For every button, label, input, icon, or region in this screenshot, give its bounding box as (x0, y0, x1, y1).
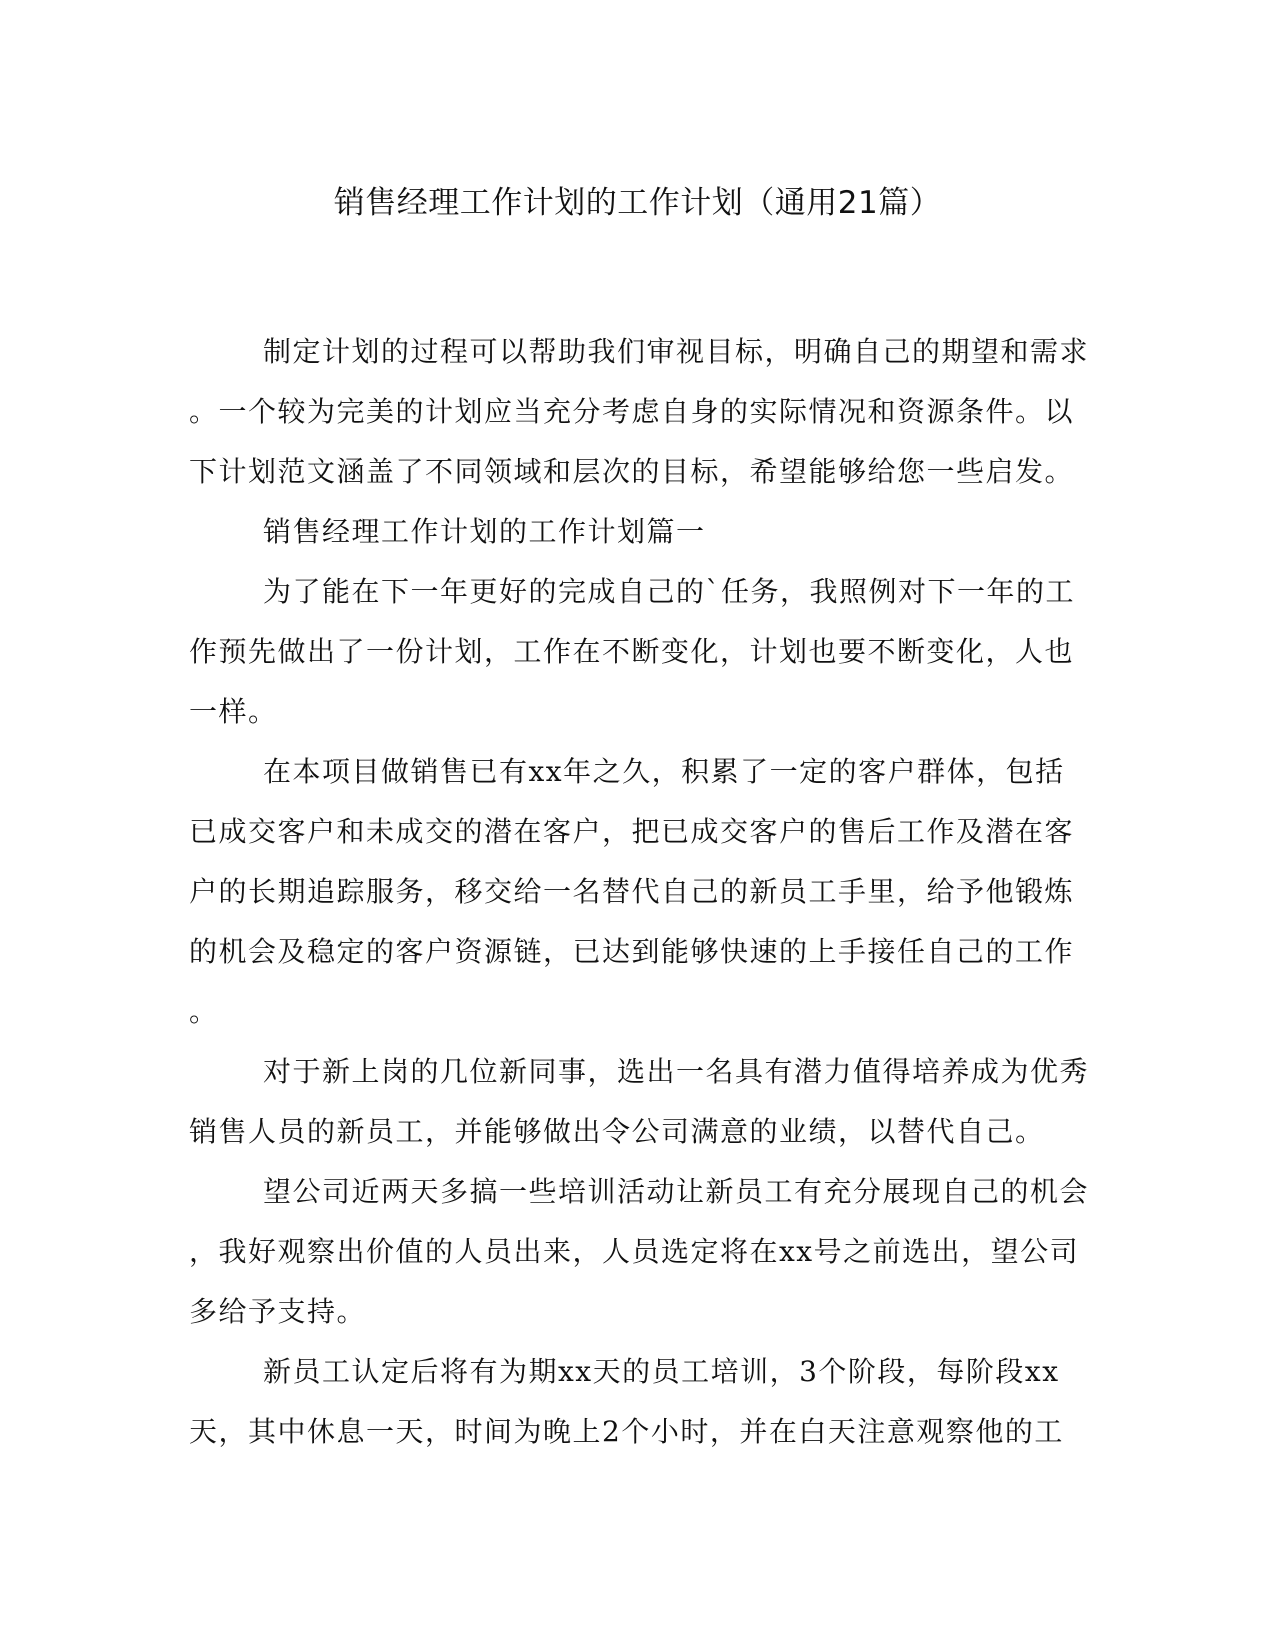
text-line: ，我好观察出价值的人员出来，人员选定将在xx号之前选出，望公司 (189, 1235, 1080, 1268)
text-line: 已成交客户和未成交的潜在客户，把已成交客户的售后工作及潜在客 (189, 815, 1075, 848)
text-line: 销售人员的新员工，并能够做出令公司满意的业绩，以替代自己。 (189, 1115, 1045, 1148)
text-line: 对于新上岗的几位新同事，选出一名具有潜力值得培养成为优秀 (263, 1055, 1090, 1088)
document-body (189, 322, 1090, 1462)
text-line: 作预先做出了一份计划，工作在不断变化，计划也要不断变化，人也 (189, 635, 1075, 668)
text-line: 。 (189, 995, 219, 1028)
text-line: 。一个较为完美的计划应当充分考虑自身的实际情况和资源条件。以 (189, 395, 1075, 428)
text-line: 为了能在下一年更好的完成自己的`任务，我照例对下一年的工 (263, 575, 1076, 608)
text-line: 在本项目做销售已有xx年之久，积累了一定的客户群体，包括 (263, 755, 1065, 788)
text-line: 新员工认定后将有为期xx天的员工培训，3个阶段，每阶段xx (263, 1355, 1060, 1388)
section-heading: 销售经理工作计划的工作计划篇一 (263, 515, 706, 548)
text-line: 望公司近两天多搞一些培训活动让新员工有充分展现自己的机会 (263, 1175, 1090, 1208)
text-line: 户的长期追踪服务，移交给一名替代自己的新员工手里，给予他锻炼 (189, 875, 1075, 908)
text-line: 多给予支持。 (189, 1295, 367, 1328)
text-line: 下计划范文涵盖了不同领域和层次的目标，希望能够给您一些启发。 (189, 455, 1075, 488)
text-line: 天，其中休息一天，时间为晚上2个小时，并在白天注意观察他的工 (189, 1415, 1064, 1448)
text-line: 制定计划的过程可以帮助我们审视目标，明确自己的期望和需求 (263, 335, 1090, 368)
document-title: 销售经理工作计划的工作计划（通用21篇） (333, 185, 942, 221)
text-line: 的机会及稳定的客户资源链，已达到能够快速的上手接任自己的工作 (189, 935, 1075, 968)
text-line: 一样。 (189, 695, 278, 728)
